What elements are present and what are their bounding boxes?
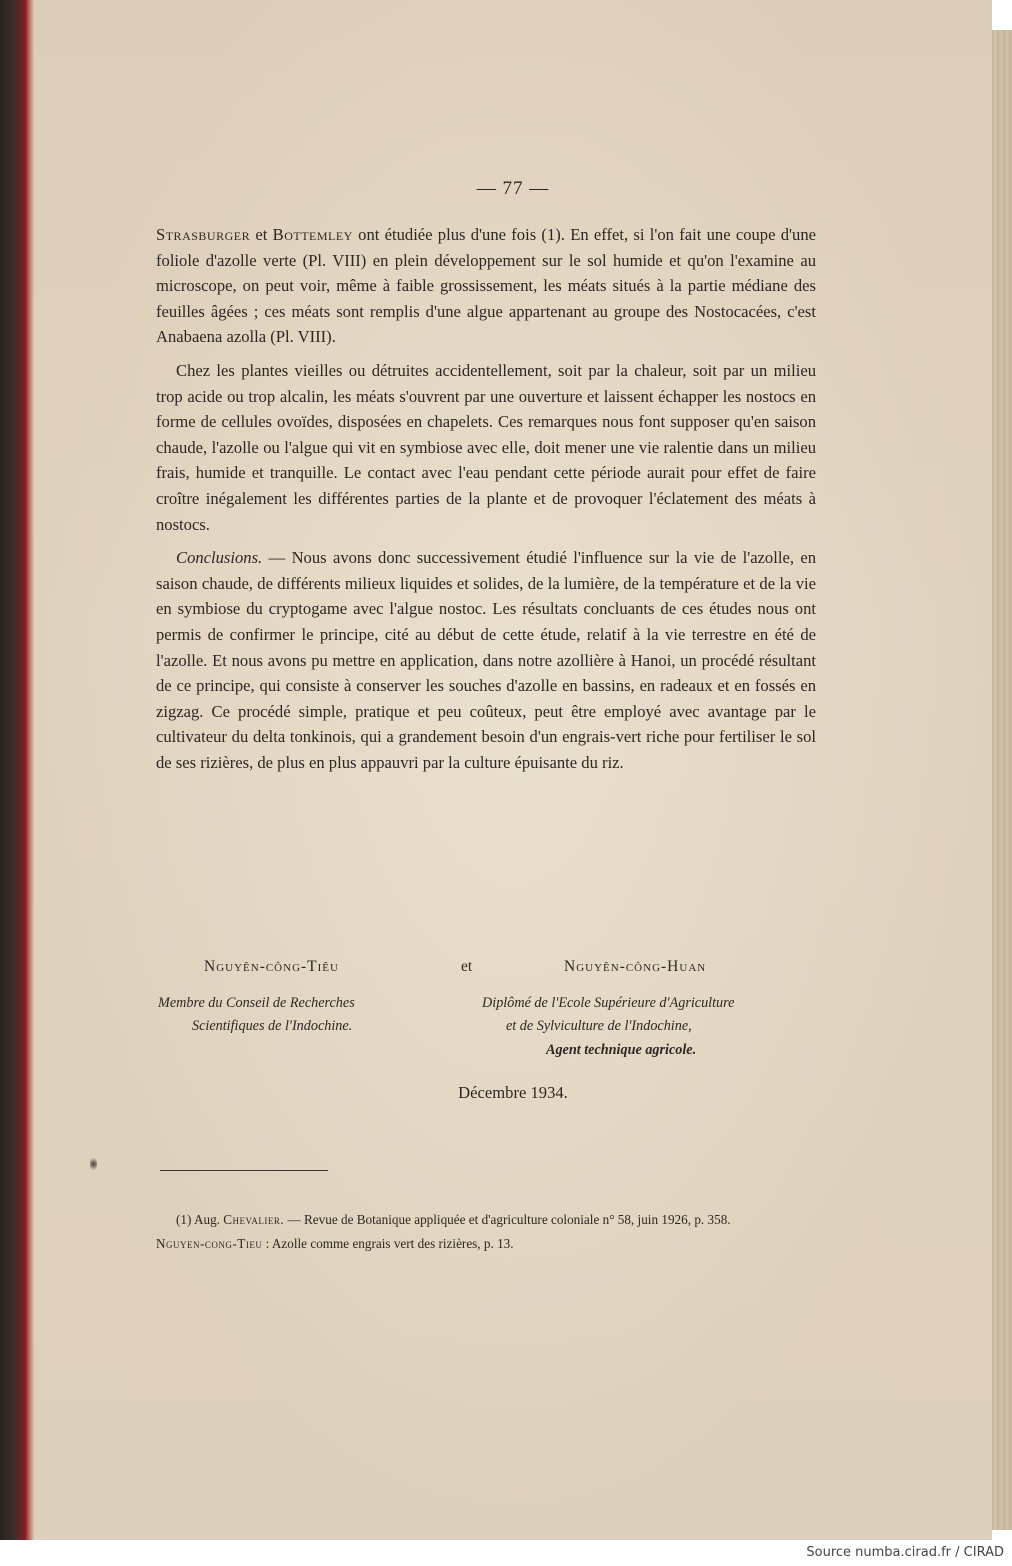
book-binding-edge [26,0,34,1540]
footnote-author: Chevalier. [223,1212,285,1227]
footnote-marker: (1) Aug. [176,1212,220,1227]
source-credit: Source numba.cirad.fr / CIRAD [806,1545,1004,1560]
body-text [156,222,816,783]
paragraph-text: ont étudiée plus d'une fois (1). En effet, si l'on fait une coupe d'une foliole d'azolle verte (Pl. VIII) en plein développement sur le sol humide et qu'on l'examine au microscope, on peut voir, même à faible grossissement, les méats situés à la partie médiane des feuilles âgées ; ces méats sont remplis d'une algue appartenant au groupe des Nostocacées, c'est Anabaena azolla (Pl. VIII). [156,225,816,347]
signatory-right-title: Diplômé de l'Ecole Supérieure d'Agriculture [482,995,735,1011]
conjunction: et [255,225,268,244]
signatory-right-name: Nguyên-công-Huan [564,958,707,975]
paragraph-3 [156,545,816,775]
signatory-left-name: Nguyên-công-Tiêu [204,958,339,975]
author-name: Bottemley [272,225,353,244]
signature-conjunction: et [461,958,473,975]
signatory-right-title: Agent technique agricole. [546,1042,697,1058]
ink-smudge [90,1157,97,1171]
footnote-author: Nguyen-cong-Tieu [156,1236,263,1251]
footnote-1 [156,1209,836,1231]
paragraph-1 [156,222,816,350]
footnotes [156,1209,836,1257]
author-name: Strasburger [156,225,251,244]
paragraph-text: — Nous avons donc successivement étudié l'influence sur la vie de l'azolle, en saison chaude, de différents milieux liquides et solides, de la lumière, de la température et de la vie en symbiose du cryptogame avec l'algue nostoc. Les résultats concluants de ces études nous ont permis de confirmer le principe, cité au début de cette étude, relatif à la vie terrestre en été de l'azolle. Et nous avons pu mettre en application, dans notre azollière à Hanoi, un procédé résultant de ce principe, qui consiste à conserver les souches d'azolle en bassins, en radeaux et en fossés en zigzag. Ce procédé simple, pratique et peu coûteux, peut être employé avec avantage par le cultivateur du delta tonkinois, qui a grandement besoin d'un engrais-vert riche pour fertiliser le sol de ses rizières, de plus en plus appauvri par la culture épuisante du riz. [156,548,817,772]
paragraph-text: Chez les plantes vieilles ou détruites accidentellement, soit par la chaleur, soit par un milieu trop acide ou trop alcalin, les méats s'ouvrent par une ouverture et laissent échapper les nostocs en forme de cellules ovoïdes, disposées en chapelets. Ces remarques nous font supposer qu'en saison chaude, l'azolle ou l'algue qui vit en symbiose avec elle, doit mener une vie ralentie dans un milieu frais, humide et tranquille. Le contact avec l'eau pendant cette période aurait pour effet de faire croître inégalement les différentes parties de la plante et de provoquer l'éclatement des méats à nostocs. [156,360,816,534]
footnote-2 [156,1233,836,1255]
signatory-left-title: Membre du Conseil de Recherches [158,995,355,1011]
page-number: — 77 — [476,178,550,199]
date-line: Décembre 1934. [458,1083,568,1102]
section-lead: Conclusions. [176,548,263,568]
signatory-left-title: Scientifiques de l'Indochine. [192,1018,353,1034]
document-page [34,0,992,1540]
footnote-separator [160,1170,328,1171]
paragraph-2 [156,358,816,537]
footnote-text: — Revue de Botanique appliquée et d'agriculture coloniale n° 58, juin 1926, p. 358. [287,1212,731,1227]
footnote-text: : Azolle comme engrais vert des rizières, p. 13. [265,1236,514,1251]
signatory-right-title: et de Sylviculture de l'Indochine, [506,1018,692,1034]
